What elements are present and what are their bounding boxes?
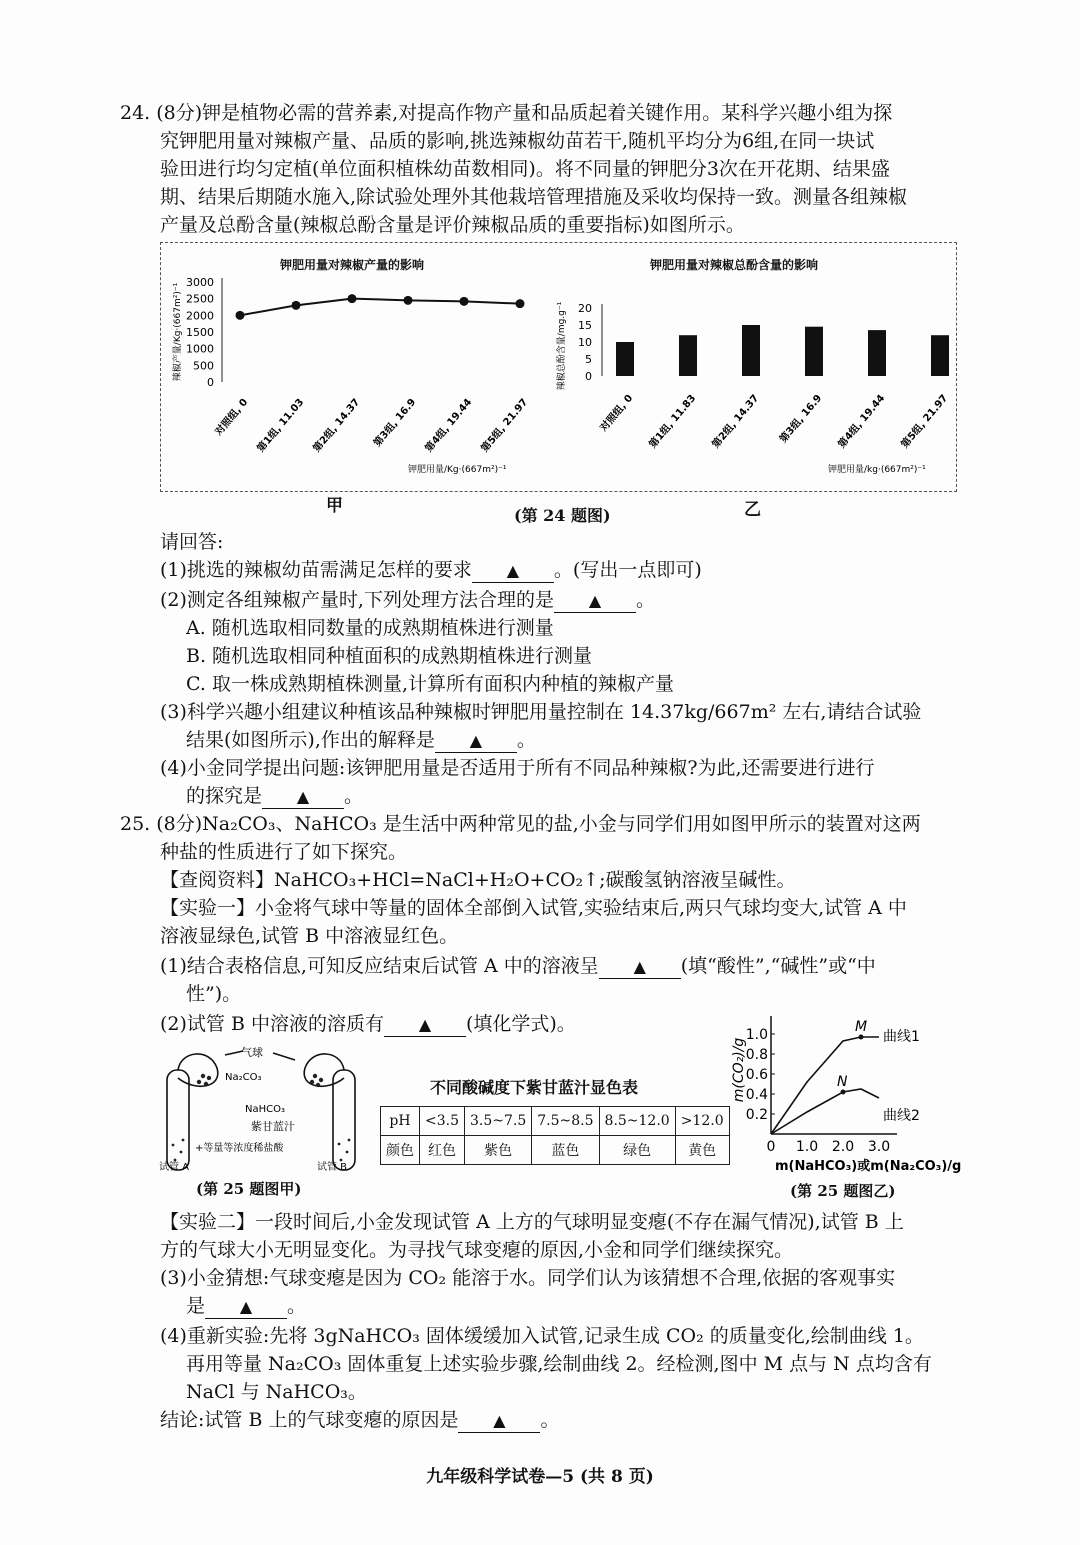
x-tick-label: 第2组, 14.37 — [311, 396, 363, 455]
data-point — [516, 299, 525, 308]
q25-sub4-line-2: 再用等量 Na₂CO₃ 固体重复上述实验步骤,绘制曲线 2。经检测,图中 M 点与 N 点均含有 — [186, 1353, 932, 1375]
test-tube-b — [333, 1070, 355, 1170]
data-point — [348, 294, 357, 303]
q25-exp2-line-1: 【实验二】一段时间后,小金发现试管 A 上方的气球明显变瘪(不存在漏气情况),试管 B 上 — [160, 1211, 904, 1233]
y-tick-label: 20 — [578, 302, 592, 315]
bar — [616, 342, 634, 376]
label-nahco3: NaHCO₃ — [245, 1104, 285, 1115]
chart-yi-title: 钾肥用量对辣椒总酚含量的影响 — [650, 258, 819, 272]
y-tick-label: 10 — [578, 336, 592, 349]
table-cell: pH — [381, 1107, 420, 1136]
label-tube-b: 试管 B — [317, 1162, 348, 1173]
y-tick-label: 1.0 — [745, 1027, 768, 1043]
q25-sub1-cont: 性”)。 — [186, 983, 242, 1005]
y-tick-label: 0.6 — [745, 1067, 768, 1083]
y-axis-label: 辣椒总酚含量/mg.g⁻¹ — [557, 301, 567, 391]
q24-stem-line-4: 期、结果后期随水施入,除试验处理外其他栽培管理措施及采收均保持一致。测量各组辣椒 — [160, 186, 908, 208]
y-tick-label: 500 — [193, 359, 214, 373]
table-row — [381, 1136, 730, 1165]
table-cell: 3.5~7.5 — [465, 1107, 532, 1136]
q24-option-b: B. 随机选取相同种植面积的成熟期植株进行测量 — [186, 645, 593, 667]
label-tube-a: 试管 A — [159, 1162, 190, 1173]
q24-sub4-line-2: 的探究是 ▲ 。 — [186, 785, 364, 807]
q25-fig-jia-caption: (第 25 题图甲) — [196, 1180, 302, 1198]
x-tick-label: 2.0 — [831, 1139, 855, 1155]
x-tick-label: 对照组, 0 — [598, 392, 636, 434]
answer-blank[interactable]: ▲ — [262, 786, 344, 809]
label-acid: +等量等浓度稀盐酸 — [195, 1143, 284, 1154]
fig-label-jia: 甲 — [326, 496, 343, 516]
x-tick-label: 0 — [766, 1139, 776, 1155]
data-point — [460, 297, 469, 306]
q25-co2-graph — [725, 1010, 965, 1175]
label-na2co3: Na₂CO₃ — [225, 1072, 262, 1083]
x-tick-label: 第3组, 16.9 — [371, 396, 419, 450]
table-row — [381, 1107, 730, 1136]
point-label: N — [837, 1074, 848, 1090]
y-tick-label: 1500 — [186, 326, 214, 339]
x-tick-label: 对照组, 0 — [213, 396, 251, 438]
series-line — [240, 299, 520, 316]
y-tick-label: 0.8 — [745, 1047, 768, 1063]
curve-1 — [771, 1037, 879, 1134]
q25-sub2: (2)试管 B 中溶液的溶质有 ▲ (填化学式)。 — [160, 1013, 576, 1035]
table-cell: 黄色 — [675, 1136, 729, 1165]
x-tick-label: 第3组, 16.9 — [777, 392, 825, 446]
q25-conclusion: 结论:试管 B 上的气球变瘪的原因是 ▲ 。 — [160, 1409, 560, 1431]
x-tick-label: 第1组, 11.03 — [255, 396, 307, 455]
q24-option-c: C. 取一株成熟期植株测量,计算所有面积内种植的辣椒产量 — [186, 673, 674, 695]
q25-exp1-line-2: 溶液显绿色,试管 B 中溶液显红色。 — [160, 925, 459, 947]
answer-blank[interactable]: ▲ — [599, 956, 681, 979]
q24-stem-line-1: 24. (8分)钾是植物必需的营养素,对提高作物产量和品质起着关键作用。某科学兴趣小组为探 — [120, 102, 893, 124]
answer-blank[interactable]: ▲ — [205, 1296, 287, 1319]
curve-label: 曲线1 — [883, 1029, 920, 1045]
q25-sub3-line-1: (3)小金猜想:气球变瘪是因为 CO₂ 能溶于水。同学们认为该猜想不合理,依据的客观事实 — [160, 1267, 896, 1289]
point-M — [859, 1035, 864, 1040]
y-tick-label: 2000 — [186, 309, 214, 323]
answer-blank[interactable]: ▲ — [435, 730, 517, 753]
table-cell: 颜色 — [381, 1136, 420, 1165]
data-point — [236, 311, 245, 320]
table-cell: 红色 — [420, 1136, 465, 1165]
chart-yi — [540, 260, 955, 480]
chart-jia-title: 钾肥用量对辣椒产量的影响 — [280, 258, 425, 272]
table-cell: <3.5 — [420, 1107, 465, 1136]
x-tick-label: 1.0 — [795, 1139, 819, 1155]
q24-prompt: 请回答: — [160, 531, 224, 553]
answer-blank[interactable]: ▲ — [458, 1410, 540, 1433]
q24-sub4-line-1: (4)小金同学提出问题:该钾肥用量是否适用于所有不同品种辣椒?为此,还需要进行进行 — [160, 757, 875, 779]
table-cell: 7.5~8.5 — [532, 1107, 599, 1136]
q25-stem-line-2: 种盐的性质进行了如下探究。 — [160, 841, 408, 863]
q25-apparatus-figure — [155, 1040, 370, 1175]
y-tick-label: 0.4 — [745, 1087, 768, 1103]
q25-sub3-line-2: 是 ▲ 。 — [186, 1295, 307, 1317]
q24-figure-caption: (第 24 题图) — [514, 506, 611, 525]
q24-stem-line-2: 究钾肥用量对辣椒产量、品质的影响,挑选辣椒幼苗若干,随机平均分为6组,在同一块试 — [160, 130, 875, 152]
page-footer: 九年级科学试卷—5 (共 8 页) — [426, 1467, 654, 1487]
point-N — [841, 1090, 846, 1095]
test-tube-a — [167, 1070, 189, 1170]
label-cabbage-juice: 紫甘蓝汁 — [251, 1120, 295, 1133]
data-point — [404, 296, 413, 305]
q24-sub3-line-1: (3)科学兴趣小组建议种植该品种辣椒时钾肥用量控制在 14.37kg/667m² 左右,请结合试验 — [160, 701, 922, 723]
x-tick-label: 第5组, 21.97 — [479, 396, 531, 455]
bar — [805, 327, 823, 376]
q24-option-a: A. 随机选取相同数量的成熟期植株进行测量 — [186, 617, 554, 639]
q25-stem-line-1: 25. (8分)Na₂CO₃、NaHCO₃ 是生活中两种常见的盐,小金与同学们用如图甲所示的装置对这两 — [120, 813, 921, 835]
q24-stem-line-5: 产量及总酚含量(辣椒总酚含量是评价辣椒品质的重要指标)如图所示。 — [160, 214, 745, 236]
y-axis-label: m(CO₂)/g — [731, 1037, 747, 1103]
y-axis-label: 辣椒产量/Kg·(667m²)⁻¹ — [173, 282, 183, 382]
q25-fig-yi-caption: (第 25 题图乙) — [790, 1182, 896, 1200]
y-tick-label: 1000 — [186, 342, 214, 356]
table-cell: 8.5~12.0 — [599, 1107, 675, 1136]
answer-blank[interactable]: ▲ — [554, 590, 636, 613]
q24-sub2: (2)测定各组辣椒产量时,下列处理方法合理的是 ▲ 。 — [160, 589, 655, 611]
fig-label-yi: 乙 — [744, 500, 761, 520]
y-tick-label: 5 — [585, 353, 592, 366]
x-tick-label: 第5组, 21.97 — [899, 392, 951, 451]
q25-reference-line: 【查阅资料】NaHCO₃+HCl=NaCl+H₂O+CO₂↑;碳酸氢钠溶液呈碱性。 — [160, 869, 796, 891]
y-tick-label: 3000 — [186, 276, 214, 289]
y-tick-label: 0.2 — [745, 1107, 768, 1123]
q24-sub1: (1)挑选的辣椒幼苗需满足怎样的要求 ▲ 。(写出一点即可) — [160, 559, 702, 581]
y-tick-label: 2500 — [186, 292, 214, 306]
x-tick-label: 第1组, 11.83 — [647, 392, 699, 451]
label-balloon: 气球 — [241, 1046, 263, 1059]
x-tick-label: 第2组, 14.37 — [710, 392, 762, 451]
color-table-title: 不同酸碱度下紫甘蓝汁显色表 — [430, 1078, 639, 1097]
q24-sub3-line-2: 结果(如图所示),作出的解释是 ▲ 。 — [186, 729, 536, 751]
q25-exp2-line-2: 方的气球大小无明显变化。为寻找气球变瘪的原因,小金和同学们继续探究。 — [160, 1239, 794, 1261]
bar — [679, 335, 697, 376]
table-cell: 紫色 — [465, 1136, 532, 1165]
x-tick-label: 第4组, 19.44 — [836, 392, 888, 451]
q25-exp1-line-1: 【实验一】小金将气球中等量的固体全部倒入试管,实验结束后,两只气球均变大,试管 A 中 — [160, 897, 907, 919]
answer-blank[interactable]: ▲ — [472, 560, 554, 583]
q25-sub1: (1)结合表格信息,可知反应结束后试管 A 中的溶液呈 ▲ (填“酸性”,“碱性”或“中 — [160, 955, 876, 977]
x-axis-label: m(NaHCO₃)或m(Na₂CO₃)/g — [775, 1159, 962, 1174]
y-tick-label: 15 — [578, 319, 592, 332]
data-point — [292, 301, 301, 310]
x-axis-label: 钾肥用量/Kg·(667m²)⁻¹ — [408, 465, 507, 475]
point-label: M — [855, 1019, 868, 1035]
y-tick-label: 0 — [207, 376, 214, 389]
bar — [931, 335, 949, 376]
answer-blank[interactable]: ▲ — [384, 1014, 466, 1037]
q25-sub4-line-3: NaCl 与 NaHCO₃。 — [186, 1381, 367, 1403]
curve-label: 曲线2 — [883, 1108, 920, 1124]
table-cell: 蓝色 — [532, 1136, 599, 1165]
table-cell: >12.0 — [675, 1107, 729, 1136]
x-tick-label: 3.0 — [867, 1139, 891, 1155]
color-table — [380, 1106, 730, 1165]
y-tick-label: 0 — [585, 370, 592, 383]
x-axis-label: 钾肥用量/kg·(667m²)⁻¹ — [828, 465, 926, 475]
bar — [742, 325, 760, 376]
q24-stem-line-3: 验田进行均匀定植(单位面积植株幼苗数相同)。将不同量的钾肥分3次在开花期、结果盛 — [160, 158, 890, 180]
table-cell: 绿色 — [599, 1136, 675, 1165]
x-tick-label: 第4组, 19.44 — [423, 396, 475, 455]
chart-jia — [160, 260, 540, 480]
bar — [868, 330, 886, 376]
q25-sub4-line-1: (4)重新实验:先将 3gNaHCO₃ 固体缓缓加入试管,记录生成 CO₂ 的质量变化,绘制曲线 1。 — [160, 1325, 924, 1347]
